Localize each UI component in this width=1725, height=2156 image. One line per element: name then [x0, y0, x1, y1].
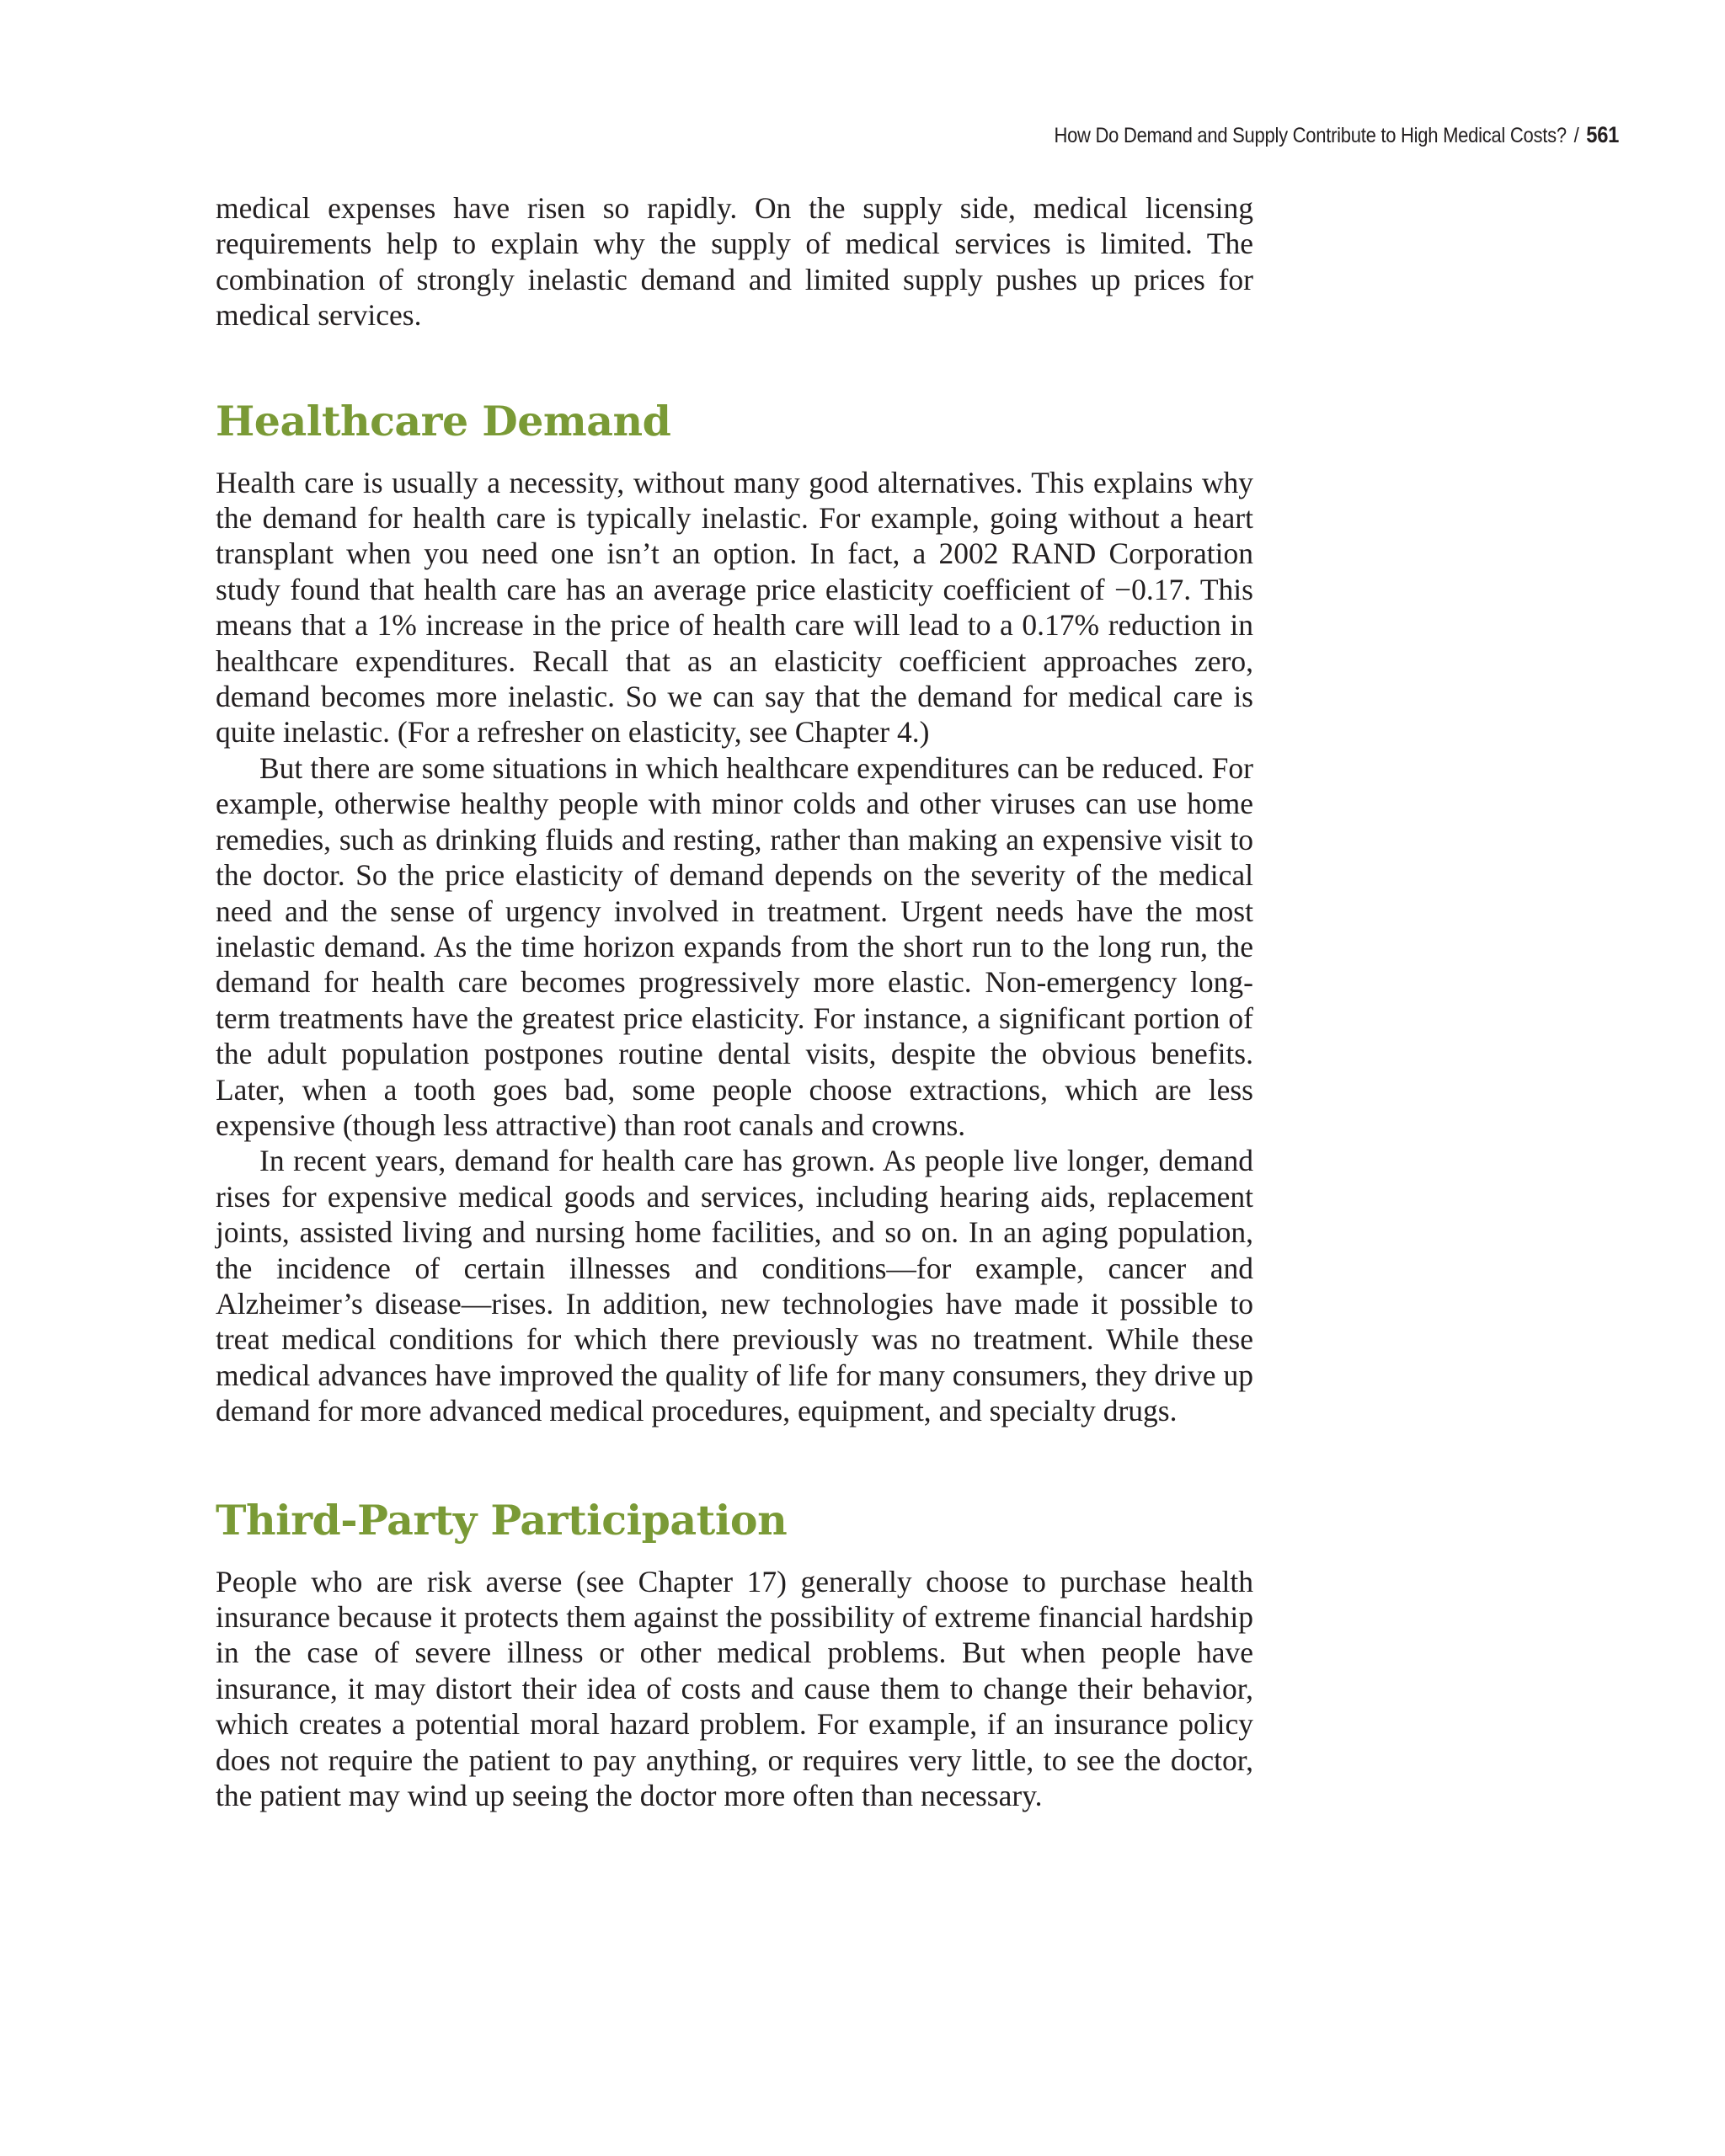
page-number: 561 [1586, 122, 1619, 147]
main-text-column [216, 190, 1253, 1813]
body-paragraph: People who are risk averse (see Chapter 17) generally choose to purchase health insurance because it protects them against the possibility of extreme financial hardship in the case of severe illness or other medical problems. But when people have insurance, it may distort their idea of costs and cause them to change their behavior, which creates a potential moral hazard problem. For example, if an insurance policy does not require the patient to pay anything, or requires very little, to see the doctor, the patient may wind up seeing the doctor more often than necessary. [216, 1564, 1253, 1813]
body-paragraph: But there are some situations in which healthcare expenditures can be reduced. For example, otherwise healthy people with minor colds and other viruses can use home remedies, such as drinking fluids and resting, rather than making an expensive visit to the doctor. So the price elasticity of demand depends on the severity of the medical need and the sense of urgency involved in treatment. Urgent needs have the most inelastic demand. As the time horizon expands from the short run to the long run, the demand for health care becomes progressively more elastic. Non-emergency long-term treatments have the greatest price elasticity. For instance, a significant portion of the adult population postpones routine dental visits, despite the obvious benefits. Later, when a tooth goes bad, some people choose extractions, which are less expensive (though less attractive) than root canals and crowns. [216, 750, 1253, 1142]
body-paragraph: In recent years, demand for health care has grown. As people live longer, demand rises for expensive medical goods and services, including hearing aids, replacement joints, assisted living and nursing home facilities, and so on. In an aging population, the incidence of certain illnesses and conditions—for example, cancer and Alzheimer’s disease—rises. In addition, new technologies have made it possible to treat medical conditions for which there previously was no treatment. While these medical advances have improved the quality of life for many consumers, they drive up demand for more advanced medical procedures, equipment, and specialty drugs. [216, 1144, 1253, 1428]
section-heading-healthcare-demand: Healthcare Demand [216, 396, 671, 446]
running-header [1054, 122, 1619, 148]
header-separator: / [1573, 124, 1579, 147]
body-paragraph: Health care is usually a necessity, without many good alternatives. This explains why the demand for health care is typically inelastic. For example, going without a heart transplant when you need one isn’t an option. In fact, a 2002 RAND Corporation study found that health care has an average price elasticity coefficient of −0.17. This means that a 1% increase in the price of health care will lead to a 0.17% reduction in healthcare expenditures. Recall that as an elasticity coefficient approaches zero, demand becomes more inelastic. So we can say that the demand for medical care is quite inelastic. (For a refresher on elasticity, see Chapter 4.) [216, 465, 1253, 750]
section-heading-third-party-participation: Third-Party Participation [216, 1495, 788, 1545]
intro-paragraph: medical expenses have risen so rapidly. On the supply side, medical licensing requirements help to explain why the supply of medical services is limited. The combination of strongly inelastic demand and limited supply pushes up prices for medical services. [216, 191, 1253, 333]
running-title: How Do Demand and Supply Contribute to High Medical Costs? [1054, 124, 1567, 147]
